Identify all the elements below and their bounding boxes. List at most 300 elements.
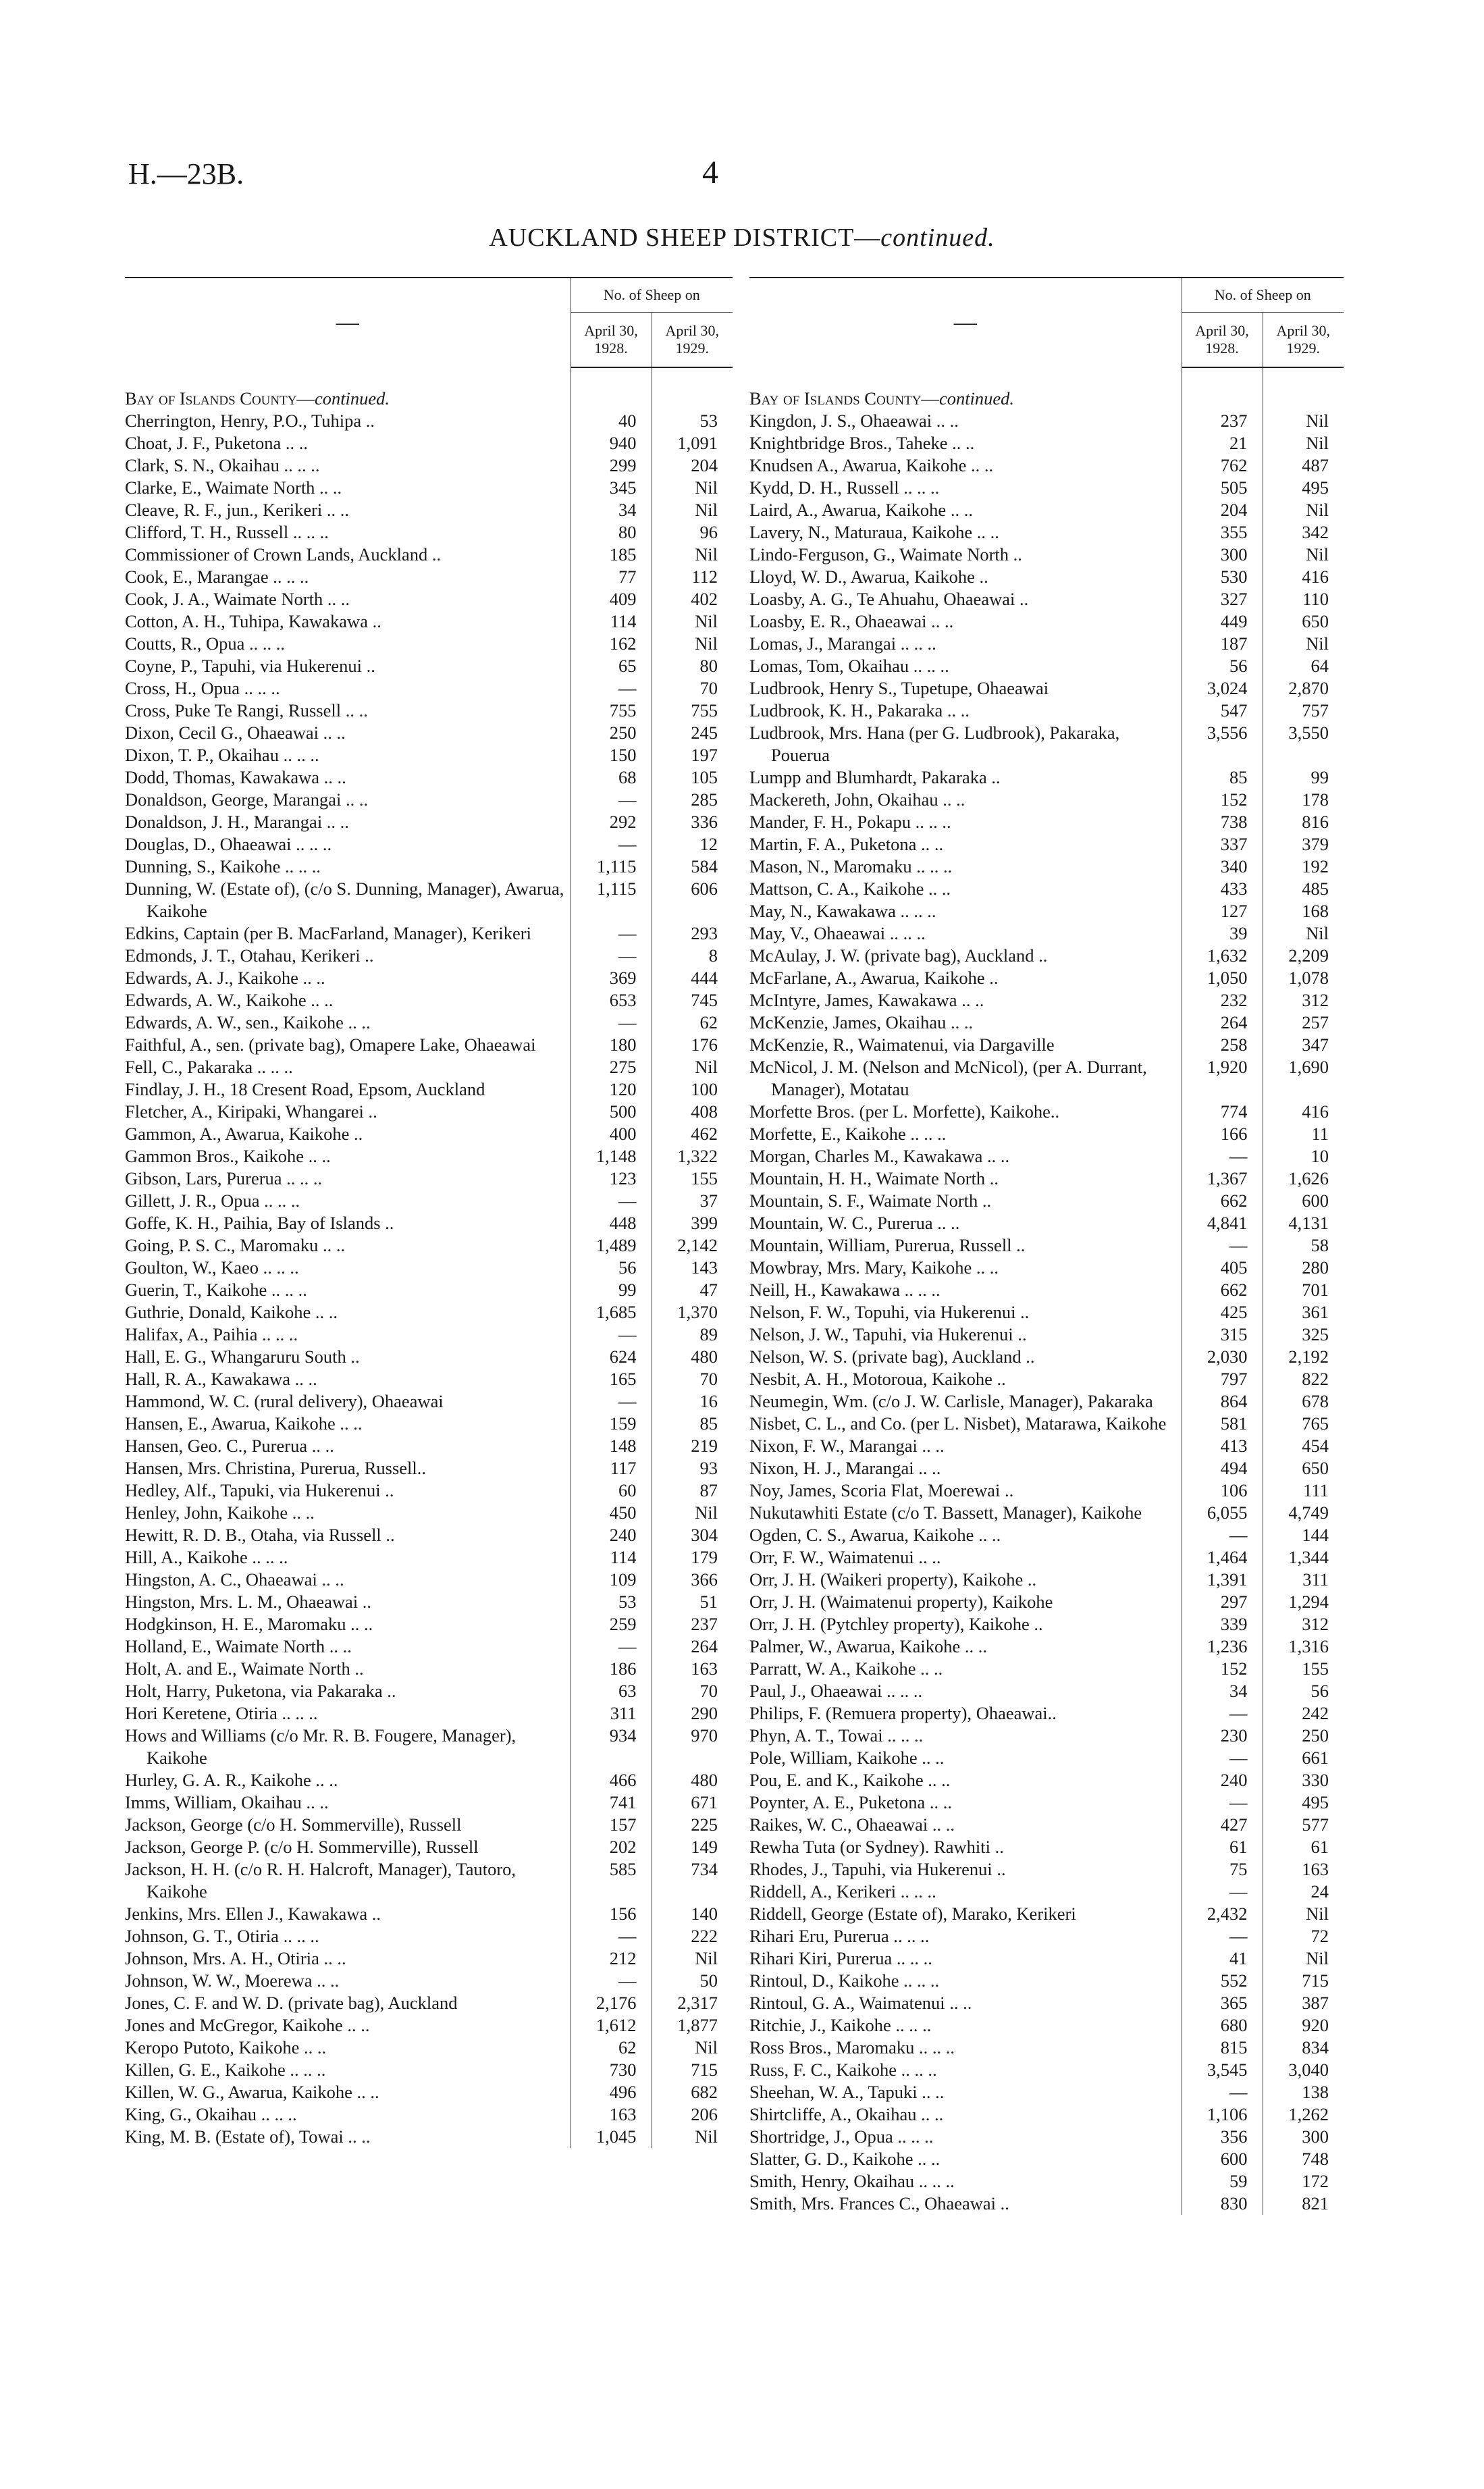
sheep-count-1928: 204 [1182,499,1263,521]
owner-name-text: Lindo-Ferguson, G., Waimate North .. [749,544,1022,565]
owner-name-text: Guerin, T., Kaikohe .. .. .. [125,1280,307,1300]
sheep-count-1929: 2,870 [1263,677,1344,700]
table-row [749,1123,1344,1145]
table-row [125,1725,733,1769]
sheep-count-1929: 300 [1263,2126,1344,2148]
sheep-count-1929: 755 [652,700,733,722]
sheep-count-1928: 1,632 [1182,945,1263,967]
owner-name [749,410,1182,432]
table-row [749,833,1344,856]
sheep-count-1929: 408 [652,1101,733,1123]
table-row [125,989,733,1012]
sheep-count-1929: 495 [1263,1791,1344,1814]
sheep-count-1928: 1,464 [1182,1546,1263,1569]
table-row [125,1836,733,1858]
owner-name-text: Hill, A., Kaikohe .. .. .. [125,1547,288,1567]
table-row [749,878,1344,900]
sheep-count-1928: 1,367 [1182,1168,1263,1190]
sheep-count-1929: 163 [652,1658,733,1680]
sheep-count-1928: 1,050 [1182,967,1263,989]
table-row [125,1257,733,1279]
sheep-count-1928: 186 [571,1658,652,1680]
table-row [125,1168,733,1190]
table-row [125,2081,733,2103]
table-row [749,945,1344,967]
table-row [749,1546,1344,1569]
sheep-count-1929: Nil [652,544,733,566]
table-row [749,2037,1344,2059]
sheep-count-1929: 495 [1263,477,1344,499]
sheep-count-1929: 970 [652,1725,733,1769]
owner-name-text: Hedley, Alf., Tapuki, via Hukerenui .. [125,1480,394,1500]
owner-name [125,1524,571,1546]
sheep-count-1928: 40 [571,410,652,432]
table-row [749,1992,1344,2014]
table-row [125,1279,733,1301]
owner-name [749,1390,1182,1413]
sheep-count-1929: Nil [1263,432,1344,454]
sheep-count-1929: Nil [652,1947,733,1970]
owner-name-text: Gammon, A., Awarua, Kaikohe .. [125,1124,363,1144]
table-row [749,700,1344,722]
owner-name-text: Phyn, A. T., Towai .. .. .. [749,1725,924,1746]
sheep-count-1929: 105 [652,766,733,789]
owner-name-text: Mountain, William, Purerua, Russell .. [749,1235,1026,1255]
table-row [749,1970,1344,1992]
sheep-count-1928: 662 [1182,1279,1263,1301]
owner-name-text: Commissioner of Crown Lands, Auckland .. [125,544,442,565]
owner-name-text: Goffe, K. H., Paihia, Bay of Islands .. [125,1213,394,1233]
owner-name-text: Nelson, W. S. (private bag), Auckland .. [749,1346,1035,1367]
table-row [749,1502,1344,1524]
table-row [749,610,1344,633]
table-row [125,878,733,922]
owner-name [125,1502,571,1524]
owner-name [125,1413,571,1435]
sheep-count-1929: 110 [1263,588,1344,610]
owner-name-text: Lavery, N., Maturaua, Kaikohe .. .. [749,522,999,542]
sheep-table-right [749,277,1344,2215]
table-row [125,1569,733,1591]
sheep-count-1928: 114 [571,1546,652,1569]
owner-name-text: Palmer, W., Awarua, Kaikohe .. .. [749,1636,987,1656]
sheep-count-1929: 264 [652,1635,733,1658]
table-row [125,1858,733,1903]
table-row [749,2059,1344,2081]
sheep-count-1929: 312 [1263,1613,1344,1635]
owner-name-text: Nixon, H. J., Marangai .. .. [749,1458,941,1478]
table-row [749,1947,1344,1970]
owner-name [125,945,571,967]
sheep-count-1929: 53 [652,410,733,432]
owner-name-text: Johnson, W. W., Moerewa .. .. [125,1970,340,1991]
table-row [125,945,733,967]
table-row [125,1947,733,1970]
owner-name-text: Orr, J. H. (Waikeri property), Kaikohe .. [749,1569,1037,1590]
table-row [125,1814,733,1836]
sheep-count-1929: Nil [652,610,733,633]
owner-name-text: Edwards, A. W., Kaikohe .. .. [125,990,334,1010]
sheep-count-1928: 275 [571,1056,652,1078]
sheep-count-1928: 230 [1182,1725,1263,1747]
table-row [749,1413,1344,1435]
owner-name [749,1970,1182,1992]
table-row [749,1747,1344,1769]
header-sheep-on: No. of Sheep on [1182,278,1344,313]
sheep-count-1928: 299 [571,454,652,477]
table-row [749,1168,1344,1190]
owner-name-text: Hammond, W. C. (rural delivery), Ohaeawai [125,1391,444,1411]
sheep-count-1929: 225 [652,1814,733,1836]
owner-name-text: Lomas, Tom, Okaihau .. .. .. [749,656,949,676]
sheep-count-1928: 1,236 [1182,1635,1263,1658]
owner-name [125,1435,571,1457]
sheep-count-1928: 80 [571,521,652,544]
sheep-count-1929: 387 [1263,1992,1344,2014]
sheep-count-1928: 581 [1182,1413,1263,1435]
table-row [125,722,733,744]
sheep-count-1928: 400 [571,1123,652,1145]
table-row [749,1457,1344,1479]
owner-name [125,410,571,432]
owner-name [125,1613,571,1635]
sheep-count-1928: 369 [571,967,652,989]
sheep-count-1929: Nil [1263,1903,1344,1925]
owner-name [125,499,571,521]
sheep-count-1928: 365 [1182,1992,1263,2014]
sheep-count-1929: 336 [652,811,733,833]
owner-name [125,811,571,833]
owner-name [749,1680,1182,1702]
owner-name-text: Pou, E. and K., Kaikohe .. .. [749,1770,951,1790]
sheep-count-1929: 138 [1263,2081,1344,2103]
owner-name-text: McIntyre, James, Kawakawa .. .. [749,990,984,1010]
owner-name-text: King, G., Okaihau .. .. .. [125,2104,297,2124]
owner-name [749,1279,1182,1301]
sheep-count-1928: 62 [571,2037,652,2059]
table-row [125,655,733,677]
sheep-count-1928: 762 [1182,454,1263,477]
owner-name [749,945,1182,967]
sheep-count-1929: 487 [1263,454,1344,477]
sheep-count-1929: 816 [1263,811,1344,833]
owner-name-text: Dodd, Thomas, Kawakawa .. .. [125,767,346,787]
owner-name [125,1078,571,1101]
owner-name-text: Donaldson, J. H., Marangai .. .. [125,812,349,832]
sheep-count-1929: 678 [1263,1390,1344,1413]
table-row [749,677,1344,700]
owner-name [125,454,571,477]
owner-name [125,700,571,722]
owner-name [749,1368,1182,1390]
sheep-count-1929: 37 [652,1190,733,1212]
owner-name-text: Rihari Kiri, Purerua .. .. .. [749,1948,932,1968]
owner-name-text: Guthrie, Donald, Kaikohe .. .. [125,1302,338,1322]
owner-name [749,1702,1182,1725]
table-row [749,1390,1344,1413]
owner-name [125,1212,571,1234]
table-row [749,1368,1344,1390]
owner-name-text: May, N., Kawakawa .. .. .. [749,901,936,921]
owner-name [749,1591,1182,1613]
sheep-count-1929: Nil [652,2037,733,2059]
owner-name-text: Gillett, J. R., Opua .. .. .. [125,1190,300,1211]
sheep-count-1928: 117 [571,1457,652,1479]
sheep-count-1929: 3,550 [1263,722,1344,766]
owner-name [749,1435,1182,1457]
table-row [749,1435,1344,1457]
table-row [749,722,1344,766]
sheep-count-1929: 87 [652,1479,733,1502]
owner-name-text: Holt, A. and E., Waimate North .. [125,1658,364,1679]
owner-name [125,878,571,922]
table-row [125,766,733,789]
owner-name-text: Martin, F. A., Puketona .. .. [749,834,944,854]
sheep-count-1928: — [571,1324,652,1346]
sheep-count-1928: 864 [1182,1390,1263,1413]
sheep-count-1929: 661 [1263,1747,1344,1769]
sheep-count-1928: 292 [571,811,652,833]
sheep-count-1928: 552 [1182,1970,1263,1992]
owner-name [749,477,1182,499]
owner-name [749,922,1182,945]
owner-name [125,588,571,610]
table-row [125,1012,733,1034]
owner-name-text: Ludbrook, Mrs. Hana (per G. Ludbrook), Pakaraka, Pouerua [749,723,1120,765]
owner-name-text: Jackson, George P. (c/o H. Sommerville), Russell [125,1837,479,1857]
owner-name-text: Hori Keretene, Otiria .. .. .. [125,1703,318,1723]
owner-name [125,2014,571,2037]
sheep-count-1929: 462 [652,1123,733,1145]
sheep-count-1928: 3,545 [1182,2059,1263,2081]
section-title: Bay of Islands County— [125,388,315,409]
owner-name [749,1814,1182,1836]
sheep-count-1929: 821 [1263,2193,1344,2215]
sheep-count-1929: 16 [652,1390,733,1413]
table-row [749,566,1344,588]
sheep-count-1928: 500 [571,1101,652,1123]
section-continued: continued. [938,388,1015,409]
owner-name-text: Nelson, F. W., Topuhi, via Hukerenui .. [749,1302,1030,1322]
owner-name [125,2103,571,2126]
sheep-count-1928: — [571,789,652,811]
table-row [125,1502,733,1524]
owner-name [749,722,1182,766]
table-row [125,2103,733,2126]
sheep-count-1928: — [1182,1234,1263,1257]
sheep-count-1929: 12 [652,833,733,856]
sheep-count-1929: 361 [1263,1301,1344,1324]
table-row [749,989,1344,1012]
owner-name [125,1101,571,1123]
sheep-count-1928: 56 [571,1257,652,1279]
table-row [125,833,733,856]
sheep-count-1928: 1,045 [571,2126,652,2148]
page-number: 4 [702,155,718,190]
owner-name-text: Poynter, A. E., Puketona .. .. [749,1792,952,1812]
sheep-count-1929: 3,040 [1263,2059,1344,2081]
table-row [749,1591,1344,1613]
sheep-count-1929: 204 [652,454,733,477]
owner-name-text: Cotton, A. H., Tuhipa, Kawakawa .. [125,611,381,631]
table-row [125,566,733,588]
table-row [749,655,1344,677]
owner-name-text: Nixon, F. W., Marangai .. .. [749,1436,945,1456]
sheep-count-1929: 584 [652,856,733,878]
table-row [749,1881,1344,1903]
sheep-count-1928: 505 [1182,477,1263,499]
sheep-count-1929: 155 [652,1168,733,1190]
sheep-count-1929: Nil [652,2126,733,2148]
table-row [125,1769,733,1791]
owner-name-text: Jenkins, Mrs. Ellen J., Kawakawa .. [125,1904,381,1924]
sheep-count-1929: Nil [1263,544,1344,566]
sheep-count-1928: 162 [571,633,652,655]
owner-name [749,1658,1182,1680]
table-row [749,1858,1344,1881]
table-row [125,1324,733,1346]
sheep-count-1928: 345 [571,477,652,499]
owner-name-text: Keropo Putoto, Kaikohe .. .. [125,2037,327,2058]
sheep-count-1928: 2,432 [1182,1903,1263,1925]
sheep-count-1928: 741 [571,1791,652,1814]
sheep-count-1929: 2,192 [1263,1346,1344,1368]
owner-name-text: Mountain, H. H., Waimate North .. [749,1168,999,1188]
table-row [125,1145,733,1168]
sheep-count-1928: 4,841 [1182,1212,1263,1234]
sheep-count-1928: 157 [571,1814,652,1836]
sheep-count-1928: — [1182,2081,1263,2103]
sheep-count-1929: 1,294 [1263,1591,1344,1613]
owner-name-text: Dixon, T. P., Okaihau .. .. .. [125,745,319,765]
sheep-count-1929: 242 [1263,1702,1344,1725]
owner-name-text: Smith, Henry, Okaihau .. .. .. [749,2171,955,2191]
owner-name-text: Hewitt, R. D. B., Otaha, via Russell .. [125,1525,395,1545]
sheep-count-1929: 72 [1263,1925,1344,1947]
sheep-count-1929: Nil [1263,922,1344,945]
sheep-count-1929: 399 [652,1212,733,1234]
sheep-count-1928: 3,556 [1182,722,1263,766]
owner-name [749,432,1182,454]
owner-name-text: Cross, Puke Te Rangi, Russell .. .. [125,700,368,720]
sheep-count-1928: 21 [1182,432,1263,454]
table-row [749,521,1344,544]
owner-name [749,633,1182,655]
sheep-count-1929: 222 [652,1925,733,1947]
table-row [125,700,733,722]
sheep-count-1929: 51 [652,1591,733,1613]
sheep-count-1929: 245 [652,722,733,744]
sheep-count-1928: 41 [1182,1947,1263,1970]
sheep-count-1928: 815 [1182,2037,1263,2059]
sheep-count-1929: 920 [1263,2014,1344,2037]
owner-name-text: Choat, J. F., Puketona .. .. [125,433,308,453]
table-row [125,1123,733,1145]
sheep-count-1929: 734 [652,1858,733,1903]
owner-name [749,2193,1182,2215]
owner-name [125,1680,571,1702]
owner-name [125,922,571,945]
section-heading [749,367,1182,410]
owner-name [125,1324,571,1346]
owner-name-text: Nukutawhiti Estate (c/o T. Bassett, Manager), Kaikohe [749,1502,1142,1523]
owner-name-text: Henley, John, Kaikohe .. .. [125,1502,315,1523]
owner-name-text: Ross Bros., Maromaku .. .. .. [749,2037,955,2058]
owner-name-text: Hodgkinson, H. E., Maromaku .. .. [125,1614,373,1634]
owner-name [749,1346,1182,1368]
owner-name-text: Orr, J. H. (Waimatenui property), Kaikohe [749,1592,1053,1612]
owner-name [125,544,571,566]
sheep-count-1928: — [571,1190,652,1212]
owner-name-text: Raikes, W. C., Ohaeawai .. .. [749,1814,955,1835]
sheep-count-1929: 50 [652,1970,733,1992]
owner-name [125,477,571,499]
sheep-count-1929: 1,690 [1263,1056,1344,1101]
sheep-count-1929: 745 [652,989,733,1012]
table-row [749,1234,1344,1257]
sheep-count-1928: 159 [571,1413,652,1435]
owner-name-text: Kydd, D. H., Russell .. .. .. [749,477,940,498]
sheep-count-1928: 1,148 [571,1145,652,1168]
owner-name [749,1769,1182,1791]
owner-name-text: Russ, F. C., Kaikohe .. .. .. [749,2060,937,2080]
sheep-count-1928: 120 [571,1078,652,1101]
owner-name-text: Jones and McGregor, Kaikohe .. .. [125,2015,370,2035]
owner-name-text: Imms, William, Okaihau .. .. [125,1792,329,1812]
owner-name [125,655,571,677]
sheep-count-1928: 240 [1182,1769,1263,1791]
owner-name-text: Fletcher, A., Kiripaki, Whangarei .. [125,1101,377,1122]
owner-name-text: Mountain, S. F., Waimate North .. [749,1190,992,1211]
header-dash: — [125,278,571,367]
sheep-count-1929: 834 [1263,2037,1344,2059]
sheep-count-1928: 250 [571,722,652,744]
owner-name [125,1056,571,1078]
sheep-count-1928: 156 [571,1903,652,1925]
sheep-count-1929: 64 [1263,655,1344,677]
sheep-count-1928: 755 [571,700,652,722]
table-row [125,2037,733,2059]
sheep-count-1929: 416 [1263,566,1344,588]
owner-name [125,432,571,454]
owner-name-text: Coyne, P., Tapuhi, via Hukerenui .. [125,656,375,676]
owner-name-text: Nelson, J. W., Tapuhi, via Hukerenui .. [749,1324,1027,1344]
owner-name [125,856,571,878]
owner-name-text: Johnson, Mrs. A. H., Otiria .. .. [125,1948,346,1968]
table-row [125,454,733,477]
owner-name [125,1725,571,1769]
owner-name [125,2059,571,2081]
sheep-count-1928: 185 [571,544,652,566]
owner-name-text: Cook, J. A., Waimate North .. .. [125,589,350,609]
table-row [125,410,733,432]
owner-name-text: Mountain, W. C., Purerua .. .. [749,1213,960,1233]
table-row [125,544,733,566]
owner-name-text: Neumegin, Wm. (c/o J. W. Carlisle, Manager), Pakaraka [749,1391,1153,1411]
sheep-count-1928: 259 [571,1613,652,1635]
sheep-count-1928: 6,055 [1182,1502,1263,1524]
sheep-count-1929: 1,316 [1263,1635,1344,1658]
owner-name [125,1858,571,1903]
sheep-count-1928: 662 [1182,1190,1263,1212]
table-row [125,2014,733,2037]
owner-name [749,1747,1182,1769]
owner-name-text: Jackson, George (c/o H. Sommerville), Russell [125,1814,462,1835]
sheep-count-1929: 701 [1263,1279,1344,1301]
sheep-count-1929: 96 [652,521,733,544]
owner-name [749,1613,1182,1635]
owner-name-text: Rewha Tuta (or Sydney). Rawhiti .. [749,1837,1004,1857]
